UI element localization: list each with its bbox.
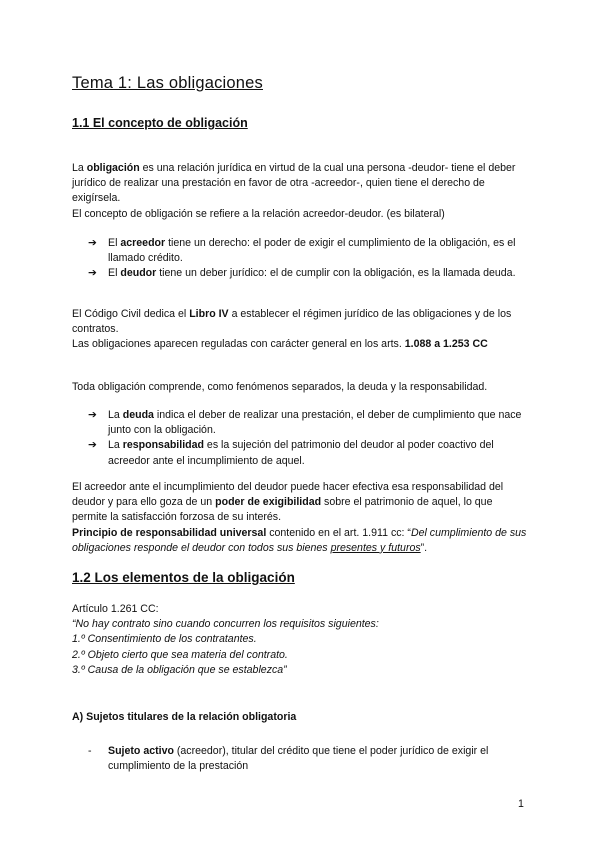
article-quote-block [72, 602, 528, 678]
text: La [72, 162, 87, 174]
quote-text: Del cumplimiento de sus obligaciones responde el deudor con todos sus bienes [72, 526, 527, 554]
quote-line: 2.º Objeto cierto que sea materia del contrato. [72, 648, 288, 661]
quote-line: 1.º Consentimiento de los contratantes. [72, 633, 257, 646]
arrow-icon: ➔ [88, 237, 97, 249]
subheading-sujetos: A) Sujetos titulares de la relación obligatoria [72, 711, 297, 723]
text: El acreedor ante el incumplimiento del deudor puede hacer efectiva esa responsabilidad del deudor y para ello goza de un [72, 481, 504, 509]
text: tiene un deber jurídico: el de cumplir con la obligación, es la llamada deuda. [156, 267, 516, 280]
paragraph-bilateral: El concepto de obligación se refiere a la relación acreedor-deudor. (es bilateral) [72, 207, 445, 220]
term-articles: 1.088 a 1.253 CC [404, 338, 488, 351]
paragraph-poder-exigibilidad [72, 480, 528, 556]
arrow-icon: ➔ [88, 409, 97, 421]
text: (acreedor), titular del crédito que tiene el poder jurídico de exigir el cumplimiento de la prestación [108, 745, 489, 773]
text: contenido en el art. 1.911 cc: “ [266, 526, 411, 539]
text: tiene un derecho: el poder de exigir el cumplimiento de la obligación, es el llamado crédito. [108, 237, 516, 265]
text: El [108, 267, 121, 280]
text: es la sujeción del patrimonio del deudor al poder coactivo del acreedor ante el incumplimiento de aquel. [108, 439, 494, 467]
section-2-heading: 1.2 Los elementos de la obligación [72, 570, 295, 585]
term-deudor: deudor [120, 267, 157, 280]
term-obligacion: obligación [86, 162, 140, 174]
list-item [88, 408, 528, 438]
arrow-icon: ➔ [88, 267, 97, 280]
quote-line: 3.º Causa de la obligación que se establezca” [72, 663, 287, 676]
text: Las obligaciones aparecen reguladas con carácter general en los arts. [72, 338, 405, 351]
text: La [108, 439, 123, 452]
text: indica el deber de realizar una prestación, el deber de cumplimiento que nace junto con la obligación. [108, 409, 522, 437]
paragraph-obligation-definition [72, 161, 528, 222]
term-sujeto-activo: Sujeto activo [108, 745, 174, 757]
list-item [88, 744, 528, 774]
bullet-list-deuda-responsabilidad [88, 408, 528, 469]
arrow-icon: ➔ [88, 439, 97, 452]
page-number: 1 [518, 798, 524, 810]
paragraph-codigo-civil [72, 307, 528, 353]
term-deuda: deuda [122, 409, 154, 421]
section-1-heading: 1.1 El concepto de obligación [72, 116, 248, 130]
text: sobre el patrimonio de aquel, lo que permite la satisfacción forzosa de su interés. [72, 496, 493, 524]
quote-line: “No hay contrato sino cuando concurren los requisitos siguientes: [72, 618, 379, 631]
quote-underlined: presentes y futuros [330, 541, 421, 554]
list-item [88, 266, 528, 281]
text: El Código Civil dedica el [72, 308, 190, 320]
article-reference: Artículo 1.261 CC: [72, 603, 159, 615]
dash-icon: - [88, 745, 92, 757]
bullet-list-acreedor-deudor [88, 236, 528, 282]
document-title: Tema 1: Las obligaciones [72, 74, 263, 92]
text: a establecer el régimen jurídico de las obligaciones y de los contratos. [72, 308, 512, 336]
text: El [108, 237, 121, 249]
text: La [108, 409, 123, 421]
dash-list-sujetos [88, 744, 528, 774]
list-item [88, 438, 528, 468]
paragraph-deuda-responsabilidad: Toda obligación comprende, como fenómenos separados, la deuda y la responsabilidad. [72, 381, 488, 393]
text: ”. [420, 541, 428, 554]
term-principio-responsabilidad: Principio de responsabilidad universal [72, 526, 267, 539]
term-poder-exigibilidad: poder de exigibilidad [215, 496, 322, 509]
term-responsabilidad: responsabilidad [122, 439, 204, 452]
text: es una relación jurídica en virtud de la cual una persona -deudor- tiene el deber jurídico de realizar una prestación en favor de otra -acreedor-, quien tiene el derecho de exigírsela. [72, 162, 516, 205]
term-acreedor: acreedor [120, 237, 166, 249]
term-libro-iv: Libro IV [189, 308, 229, 320]
list-item [88, 236, 528, 266]
